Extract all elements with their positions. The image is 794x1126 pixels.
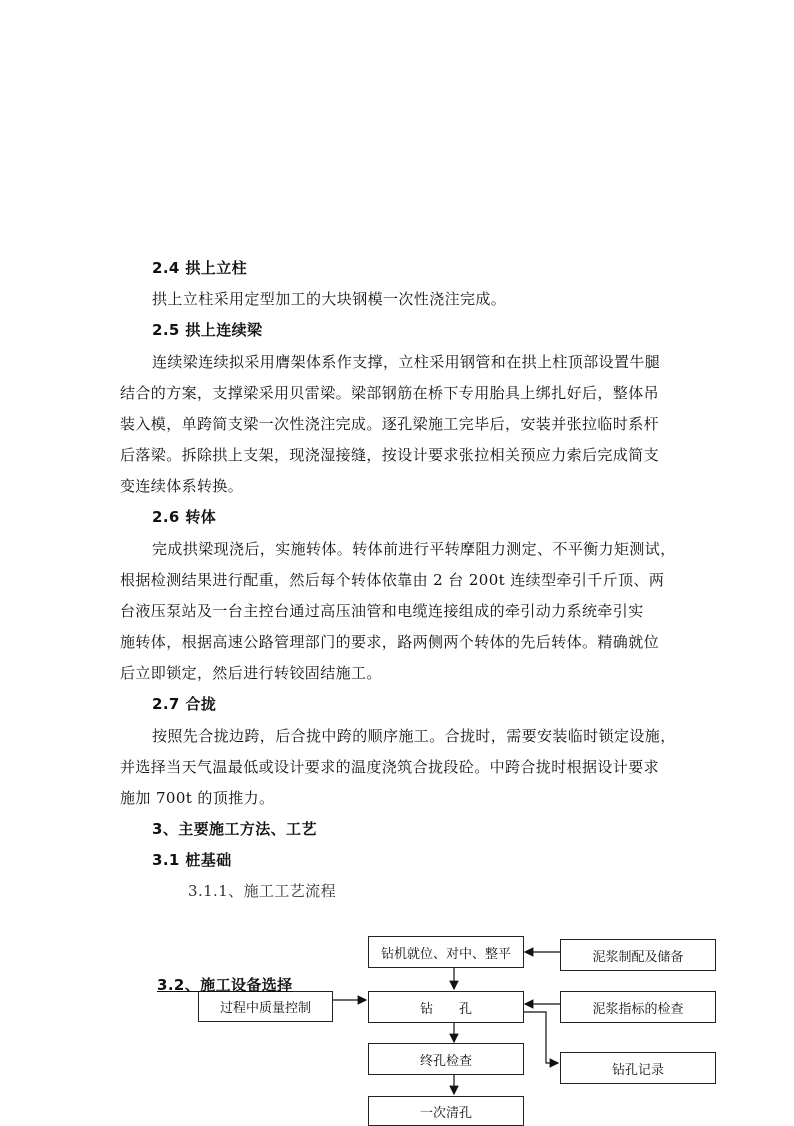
- flow-step-drilling: 钻 孔: [368, 991, 524, 1023]
- flow-side-slurry-check: 泥浆指标的检查: [560, 991, 716, 1023]
- paragraph-line: 并选择当天气温最低或设计要求的温度浇筑合拢段砼。中跨合拢时根据设计要求: [120, 758, 660, 776]
- flow-step-first-cleaning: 一次清孔: [368, 1096, 524, 1126]
- paragraph-line: 装入模，单跨简支梁一次性浇注完成。逐孔梁施工完毕后，安装并张拉临时系杆: [120, 415, 660, 433]
- flow-step-rig-positioning: 钻机就位、对中、整平: [368, 936, 524, 968]
- section-2-4-body: 拱上立柱采用定型加工的大块钢模一次性浇注完成。: [152, 290, 507, 308]
- paragraph-line: 施加 700t 的顶推力。: [120, 789, 275, 807]
- paragraph-line: 变连续体系转换。: [120, 477, 244, 495]
- section-3-heading: 3、主要施工方法、工艺: [152, 820, 317, 838]
- paragraph-line: 按照先合拢边跨，后合拢中跨的顺序施工。合拢时，需要安装临时锁定设施，: [152, 727, 676, 745]
- section-3-1-1-label: 3.1.1、施工工艺流程: [188, 882, 336, 900]
- paragraph-line: 结合的方案，支撑梁采用贝雷梁。梁部钢筋在桥下专用胎具上绑扎好后，整体吊: [120, 384, 660, 402]
- paragraph-line: 完成拱梁现浇后，实施转体。转体前进行平转摩阻力测定、不平衡力矩测试，: [152, 540, 676, 558]
- section-2-6-heading: 2.6 转体: [152, 508, 217, 526]
- flow-side-slurry-preparation: 泥浆制配及储备: [560, 939, 716, 971]
- section-2-7-heading: 2.7 合拢: [152, 695, 217, 713]
- flow-step-final-hole-check: 终孔检查: [368, 1043, 524, 1075]
- section-2-4-heading: 2.4 拱上立柱: [152, 259, 247, 277]
- flow-side-drilling-record: 钻孔记录: [560, 1052, 716, 1084]
- section-3-2-heading: 3.2、施工设备选择: [157, 976, 293, 994]
- section-3-1-heading: 3.1 桩基础: [152, 851, 232, 869]
- section-2-5-heading: 2.5 拱上连续梁: [152, 321, 263, 339]
- paragraph-line: 后落梁。拆除拱上支架，现浇湿接缝，按设计要求张拉相关预应力索后完成简支: [120, 446, 660, 464]
- paragraph-line: 后立即锁定，然后进行转铰固结施工。: [120, 664, 382, 682]
- paragraph-line: 台液压泵站及一台主控台通过高压油管和电缆连接组成的牵引动力系统牵引实: [120, 602, 644, 620]
- flow-side-quality-control: 过程中质量控制: [198, 991, 333, 1022]
- paragraph-line: 根据检测结果进行配重，然后每个转体依靠由 2 台 200t 连续型牵引千斤顶、两: [120, 571, 665, 589]
- paragraph-line: 施转体，根据高速公路管理部门的要求，路两侧两个转体的先后转体。精确就位: [120, 633, 660, 651]
- paragraph-line: 连续梁连续拟采用膺架体系作支撑，立柱采用钢管和在拱上柱顶部设置牛腿: [152, 353, 661, 371]
